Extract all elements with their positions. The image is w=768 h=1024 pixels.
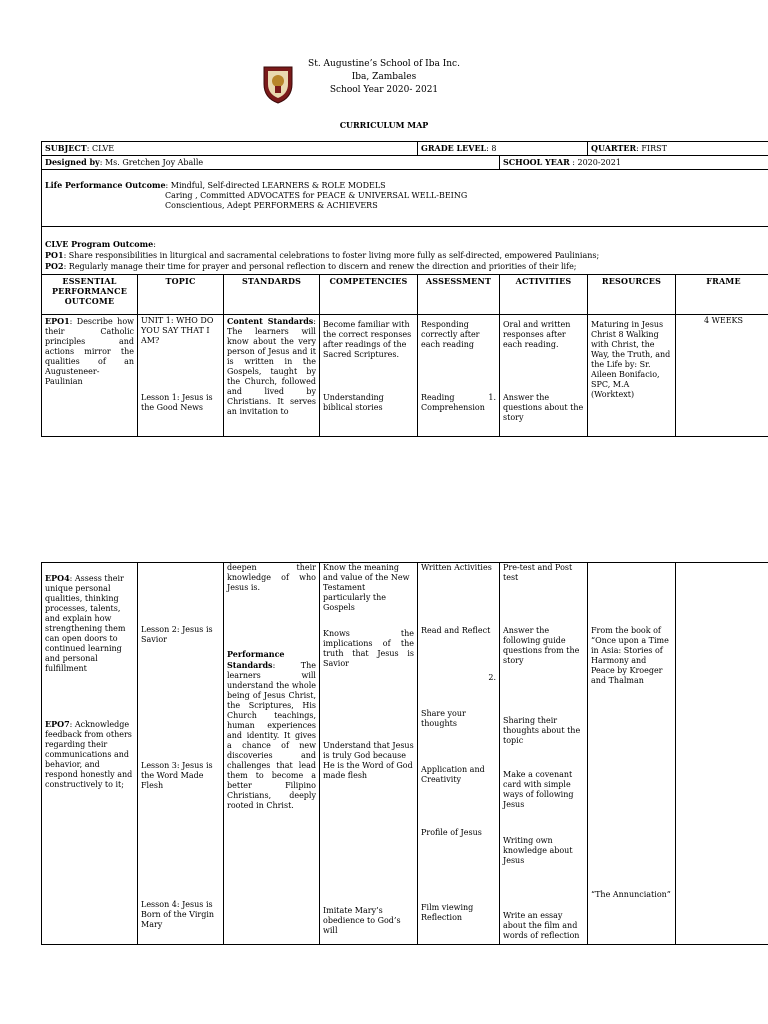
subject-label: SUBJECT — [45, 143, 87, 153]
sy-label: SCHOOL YEAR — [503, 157, 570, 167]
lpo-line3: Conscientious, Adept PERFORMERS & ACHIEVERS — [165, 201, 378, 210]
row2-assessment-4: Application and Creativity — [421, 765, 485, 784]
lpo-label: Life Performance Outcome — [45, 180, 166, 190]
col-header-topic: TOPIC — [138, 275, 224, 315]
program-outcome-cell — [42, 227, 768, 275]
grade-label: GRADE LEVEL — [421, 143, 487, 153]
designed-value: : Ms. Gretchen Joy Aballe — [99, 158, 204, 167]
subject-cell — [42, 142, 418, 156]
epo7-label: EPO7 — [45, 719, 70, 729]
row2-activity-6: Write an essay about the film and words of reflection — [503, 911, 580, 940]
unit1-title: UNIT 1: WHO DO YOU SAY THAT I AM? — [141, 316, 214, 345]
grade-cell — [418, 142, 588, 156]
row2-resource-1: From the book of “Once upon a Time in Asia: Stories of Harmony and Peace by Kroeger and Thalman — [591, 626, 669, 685]
row2-competency-4: Imitate Mary’s obedience to God’s will — [323, 906, 401, 935]
row1-frame-cell — [676, 315, 768, 437]
col-header-epo: ESSENTIAL PERFORMANCE OUTCOME — [42, 275, 138, 315]
row2-assessment-3: Share your thoughts — [421, 709, 466, 728]
school-address: Iba, Zambales — [351, 72, 417, 82]
row1-assessment-2c: Comprehension — [421, 403, 485, 412]
row2-assessment-6: Film viewing Reflection — [421, 903, 474, 922]
row1-activities-cell — [500, 315, 588, 437]
lesson4-title: Lesson 4: Jesus is Born of the Virgin Mary — [141, 900, 215, 929]
content-standards-continued: deepen their knowledge of who Jesus is. — [227, 563, 316, 592]
lesson3-title: Lesson 3: Jesus is the Word Made Flesh — [141, 761, 213, 790]
col-header-standards: STANDARDS — [224, 275, 320, 315]
po1-text: : Share responsibilities in liturgical and sacramental celebrations to foster living more fully as self-directed, empowered Paulinians; — [63, 251, 600, 260]
row1-assessment-1: Responding correctly after each reading — [421, 320, 480, 349]
row1-assessment-cell — [418, 315, 500, 437]
page-title: CURRICULUM MAP — [339, 120, 429, 130]
row1-assessment-2a: Reading — [421, 393, 455, 402]
row1-competency-2: Understanding biblical stories — [323, 393, 384, 412]
lpo-line2: Caring , Committed ADVOCATES for PEACE & UNIVERSAL WELL-BEING — [165, 191, 468, 200]
row1-competency-1: Become familiar with the correct responses after readings of the Sacred Scriptures. — [323, 320, 412, 359]
row2-resources-cell — [588, 563, 676, 945]
cpo-label: CLVE Program Outcome — [45, 239, 154, 249]
epo4-text: : Assess their unique personal qualities, thinking processes, talents, and explain how strengthening them can open doors to continued learning and personal fulfillment — [45, 574, 126, 673]
subject-value: : CLVE — [86, 144, 115, 153]
school-name: St. Augustine’s School of Iba Inc. — [308, 59, 460, 69]
row2-competency-2: Knows the implications of the truth that Jesus is Savior — [323, 629, 414, 668]
sy-value: : 2020-2021 — [569, 158, 621, 167]
col-header-competencies: COMPETENCIES — [320, 275, 418, 315]
row1-topic-cell — [138, 315, 224, 437]
row1-frame: 4 WEEKS — [704, 316, 743, 325]
quarter-label: QUARTER — [591, 143, 637, 153]
row2-activity-4: Make a covenant card with simple ways of following Jesus — [503, 770, 574, 809]
row2-assessment-5: Profile of Jesus — [421, 828, 482, 837]
row1-assessment-2b: 1. — [488, 393, 496, 402]
lesson1-title: Lesson 1: Jesus is the Good News — [141, 393, 213, 412]
row2-resource-2: “The Annunciation” — [591, 890, 671, 899]
row1-epo-cell — [42, 315, 138, 437]
row2-assessment-2-num: 2. — [488, 673, 496, 682]
performance-standards-label: Performance Standards — [227, 649, 285, 670]
row2-activity-2: Answer the following guide questions from the story — [503, 626, 580, 665]
po2-label: PO2 — [45, 261, 64, 271]
cpo-colon: : — [153, 240, 156, 249]
col-header-resources: RESOURCES — [588, 275, 676, 315]
row1-resources: Maturing in Jesus Christ 8 Walking with Christ, the Way, the Truth, and the Life by: Sr. Aileen Bonifacio, SPC, M.A (Worktext) — [591, 320, 671, 399]
curriculum-table-top — [41, 141, 768, 437]
row2-assessment-1: Written Activities — [421, 563, 492, 572]
epo7-text: : Acknowledge feedback from others regarding their communications and behavior, and respond honestly and constructively to it; — [45, 720, 133, 789]
lpo-line1: : Mindful, Self-directed LEARNERS & ROLE MODELS — [165, 181, 386, 190]
epo1-text: : Describe how their Catholic principles and actions mirror the qualities of an Augusteneer-Paulinian — [45, 317, 134, 386]
col-header-frame: FRAME — [676, 275, 768, 315]
school-year: School Year 2020- 2021 — [329, 85, 439, 95]
row1-standards-cell — [224, 315, 320, 437]
col-header-activities: ACTIVITIES — [500, 275, 588, 315]
epo1-label: EPO1 — [45, 316, 70, 326]
row2-activity-5: Writing own knowledge about Jesus — [503, 836, 573, 865]
lesson2-title: Lesson 2: Jesus is Savior — [141, 625, 213, 644]
po2-text: : Regularly manage their time for prayer and personal reflection to discern and renew the direction and priorities of their life; — [63, 262, 577, 271]
row1-activity-1: Oral and written responses after each reading. — [503, 320, 571, 349]
row2-assessment-cell — [418, 563, 500, 945]
row2-activity-1: Pre-test and Post test — [503, 563, 573, 582]
row1-activity-2: Answer the questions about the story — [503, 393, 584, 422]
content-standards-text: : The learners will know about the very person of Jesus and it is written in the Gospels, taught by the Church, followed and lived by Christians. It serves an invitation to — [227, 317, 316, 416]
designed-cell — [42, 156, 500, 170]
row1-competencies-cell — [320, 315, 418, 437]
row2-epo-cell — [42, 563, 138, 945]
performance-standards-text: : The learners will understand the whole being of Jesus Christ, the Scriptures, His Church teachings, human experiences and identity. It gives a chance of new discoveries and challenges that lead them to become a better Filipino Christians, deeply rooted in Christ. — [227, 661, 316, 810]
row2-topic-cell — [138, 563, 224, 945]
po1-label: PO1 — [45, 250, 64, 260]
quarter-value: : FIRST — [636, 144, 667, 153]
life-performance-outcome-cell — [42, 170, 768, 227]
grade-value: : 8 — [486, 144, 497, 153]
row2-activity-3: Sharing their thoughts about the topic — [503, 716, 581, 745]
content-standards-label: Content Standards — [227, 316, 314, 326]
row2-standards-cell — [224, 563, 320, 945]
row1-resources-cell — [588, 315, 676, 437]
epo4-label: EPO4 — [45, 573, 70, 583]
school-year-cell — [500, 156, 768, 170]
col-header-assessment: ASSESSMENT — [418, 275, 500, 315]
designed-label: Designed by — [45, 157, 100, 167]
curriculum-table-bottom — [41, 562, 768, 945]
row2-competency-3: Understand that Jesus is truly God because He is the Word of God made flesh — [323, 741, 414, 780]
row2-competencies-cell — [320, 563, 418, 945]
row2-competency-1: Know the meaning and value of the New Testament particularly the Gospels — [323, 563, 410, 612]
quarter-cell — [588, 142, 768, 156]
row2-assessment-2: Read and Reflect — [421, 626, 491, 635]
row2-activities-cell — [500, 563, 588, 945]
row2-frame-cell — [676, 563, 768, 945]
